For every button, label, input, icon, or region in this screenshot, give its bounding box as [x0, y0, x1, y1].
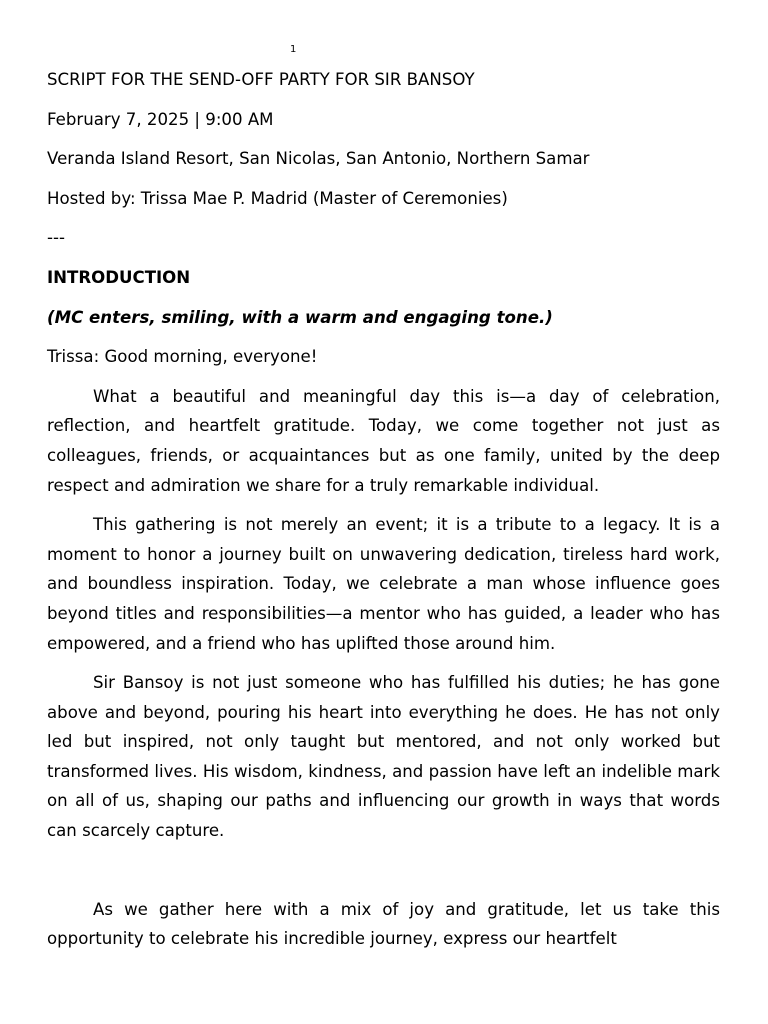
event-venue: Veranda Island Resort, San Nicolas, San Antonio, Northern Samar: [47, 149, 590, 169]
section-heading: INTRODUCTION: [47, 267, 191, 287]
paragraph: This gathering is not merely an event; it is a tribute to a legacy. It is a moment to honor a journey built on unwavering dedication, tireless hard work, and boundless inspiration. Today, we celebrate a man whose influence goes beyond titles and responsibilities—a mentor who has guided, a leader who has empowered, and a friend who has uplifted those around him.: [47, 515, 720, 653]
event-date-time: February 7, 2025 | 9:00 AM: [47, 109, 274, 129]
paragraph: As we gather here with a mix of joy and gratitude, let us take this opportunity to celebrate his incredible journey, express our heartfelt: [47, 899, 720, 949]
section-separator: ---: [47, 228, 65, 248]
page-number: 1: [290, 44, 297, 55]
stage-direction: (MC enters, smiling, with a warm and engaging tone.): [47, 307, 553, 327]
event-host: Hosted by: Trissa Mae P. Madrid (Master of Ceremonies): [47, 188, 508, 208]
paragraph: What a beautiful and meaningful day this is—a day of celebration, reflection, and heartfelt gratitude. Today, we come together not just as colleagues, friends, or acquaintances but as one family, united by the deep respect and admiration we share for a truly remarkable individual.: [47, 386, 720, 495]
document-title: SCRIPT FOR THE SEND-OFF PARTY FOR SIR BANSOY: [47, 70, 475, 89]
document-body: [47, 65, 720, 964]
mc-greeting: Trissa: Good morning, everyone!: [47, 347, 318, 367]
paragraph: Sir Bansoy is not just someone who has fulfilled his duties; he has gone above and beyond, pouring his heart into everything he does. He has not only led but inspired, not only taught but mentored, and not only worked but transformed lives. His wisdom, kindness, and passion have left an indelible mark on all of us, shaping our paths and influencing our growth in ways that words can scarcely capture.: [47, 673, 720, 841]
